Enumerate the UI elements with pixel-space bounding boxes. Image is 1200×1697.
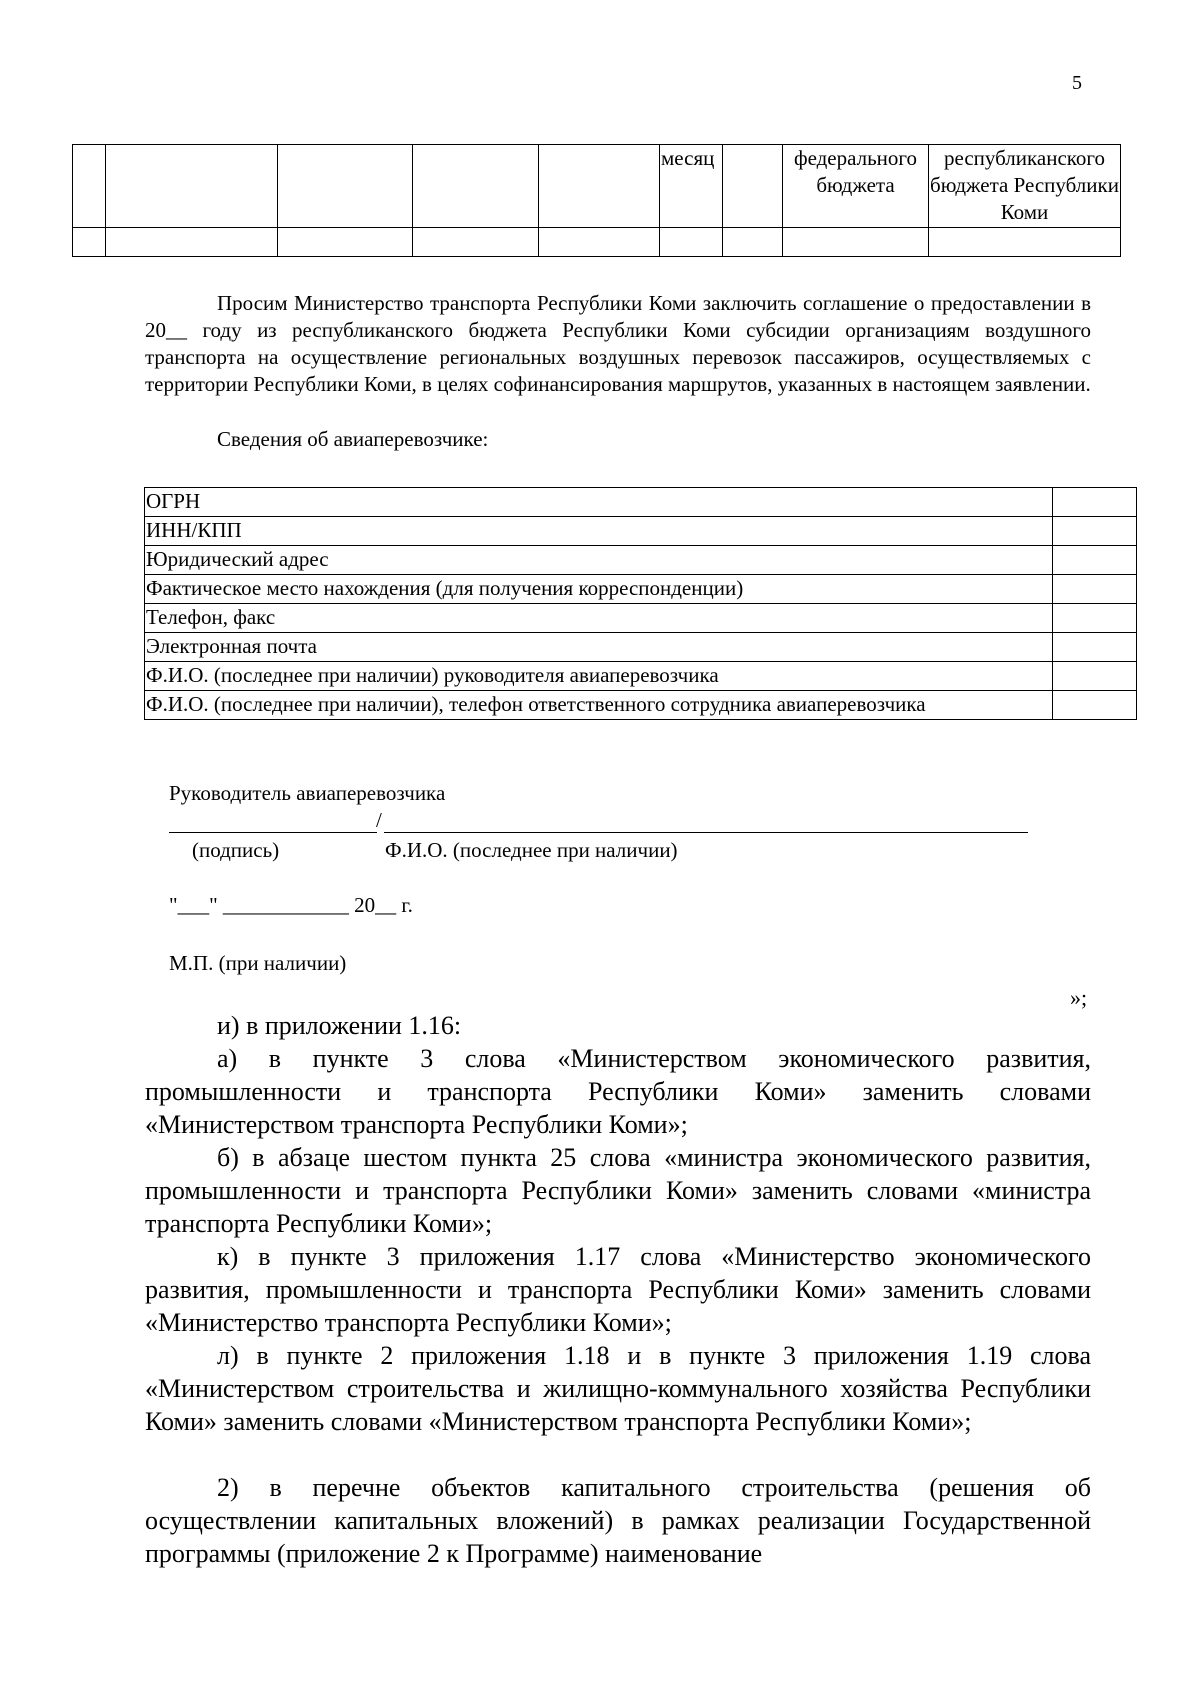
table-cell [106,228,278,257]
table-row [145,633,1137,662]
table-cell [539,145,660,228]
name-caption: Ф.И.О. (последнее при наличии) [385,838,678,862]
amendment-paragraph [145,1009,1091,1042]
amendment-paragraph [145,1042,1091,1141]
table-cell [73,145,106,228]
carrier-field-value [1053,662,1137,691]
table-row [73,145,1121,228]
amendment-text: 2) в перечне объектов капитального строительства (решения об осуществлении капитальных вложений) в рамках реализации Государственной программы (приложение 2 к Программе) наименование [145,1473,1091,1568]
table-cell [278,145,413,228]
carrier-field-label: ИНН/КПП [145,517,1053,546]
carrier-field-value [1053,517,1137,546]
table-cell [413,145,539,228]
carrier-field-value [1053,691,1137,720]
table-row [145,691,1137,720]
amendment-paragraph [145,1339,1091,1438]
amendment-paragraph [145,1471,1091,1570]
closing-quote: »; [1070,985,1088,1010]
amendment-paragraph [145,1141,1091,1240]
carrier-field-label: Фактическое место нахождения (для получения корреспонденции) [145,575,1053,604]
carrier-field-label: Ф.И.О. (последнее при наличии) руководителя авиаперевозчика [145,662,1053,691]
amendment-paragraph [145,1240,1091,1339]
table-row [145,604,1137,633]
amendment-text: л) в пункте 2 приложения 1.18 и в пункте 3 приложения 1.19 слова «Министерством строительства и жилищно-коммунального хозяйства Республики Коми» заменить словами «Министерством транспорта Республики Коми»; [145,1341,1091,1436]
intro-text: Просим Министерство транспорта Республики Коми заключить соглашение о предоставлении в 20__ году из республиканского бюджета Республики Коми субсидии организациям воздушного транспорта на осуществление региональных воздушных перевозок пассажиров, осуществляемых с территории Республики Коми, в целях софинансирования маршрутов, указанных в настоящем заявлении. [145,291,1091,396]
table-cell [413,228,539,257]
amendment-text: к) в пункте 3 приложения 1.17 слова «Министерство экономического развития, промышленности и транспорта Республики Коми» заменить словами «Министерство транспорта Республики Коми»; [145,1242,1091,1337]
carrier-field-value [1053,575,1137,604]
stamp-note: М.П. (при наличии) [169,951,347,975]
carrier-field-label: Электронная почта [145,633,1053,662]
table-cell [278,228,413,257]
table-row [145,662,1137,691]
carrier-info-table [144,487,1137,720]
carrier-field-value [1053,604,1137,633]
table-cell [783,228,929,257]
carrier-field-label: Юридический адрес [145,546,1053,575]
signature-title: Руководитель авиаперевозчика [169,781,446,805]
carrier-field-label: Ф.И.О. (последнее при наличии), телефон ответственного сотрудника авиаперевозчика [145,691,1053,720]
carrier-field-value [1053,546,1137,575]
table-cell [106,145,278,228]
table-cell [539,228,660,257]
signature-slash: / [376,808,382,832]
table-cell [73,228,106,257]
table-row [145,517,1137,546]
amendment-text: б) в абзаце шестом пункта 25 слова «министра экономического развития, промышленности и транспорта Республики Коми» заменить словами «министра транспорта Республики Коми»; [145,1143,1091,1238]
table-row [145,575,1137,604]
carrier-field-value [1053,633,1137,662]
table-cell [723,145,783,228]
table-cell [929,228,1121,257]
signature-line [169,832,377,833]
table-cell-month: месяц [660,145,723,228]
name-line [384,832,1028,833]
table-cell [660,228,723,257]
table-row [73,228,1121,257]
table-row [145,546,1137,575]
table-cell-republic-budget: республиканского бюджета Республики Коми [929,145,1121,228]
carrier-field-value [1053,488,1137,517]
carrier-field-label: ОГРН [145,488,1053,517]
amendment-text: а) в пункте 3 слова «Министерством экономического развития, промышленности и транспорта Республики Коми» заменить словами «Министерством транспорта Республики Коми»; [145,1044,1091,1139]
carrier-heading: Сведения об авиаперевозчике: [217,427,489,451]
intro-paragraph [145,290,1091,398]
amendment-text: и) в приложении 1.16: [217,1011,462,1040]
signature-caption: (подпись) [192,838,280,862]
date-line: "___" ____________ 20__ г. [169,893,413,917]
page-number: 5 [1072,72,1082,94]
table-cell-federal-budget: федерального бюджета [783,145,929,228]
table-cell [723,228,783,257]
routes-table-fragment [72,144,1121,257]
table-row [145,488,1137,517]
carrier-field-label: Телефон, факс [145,604,1053,633]
